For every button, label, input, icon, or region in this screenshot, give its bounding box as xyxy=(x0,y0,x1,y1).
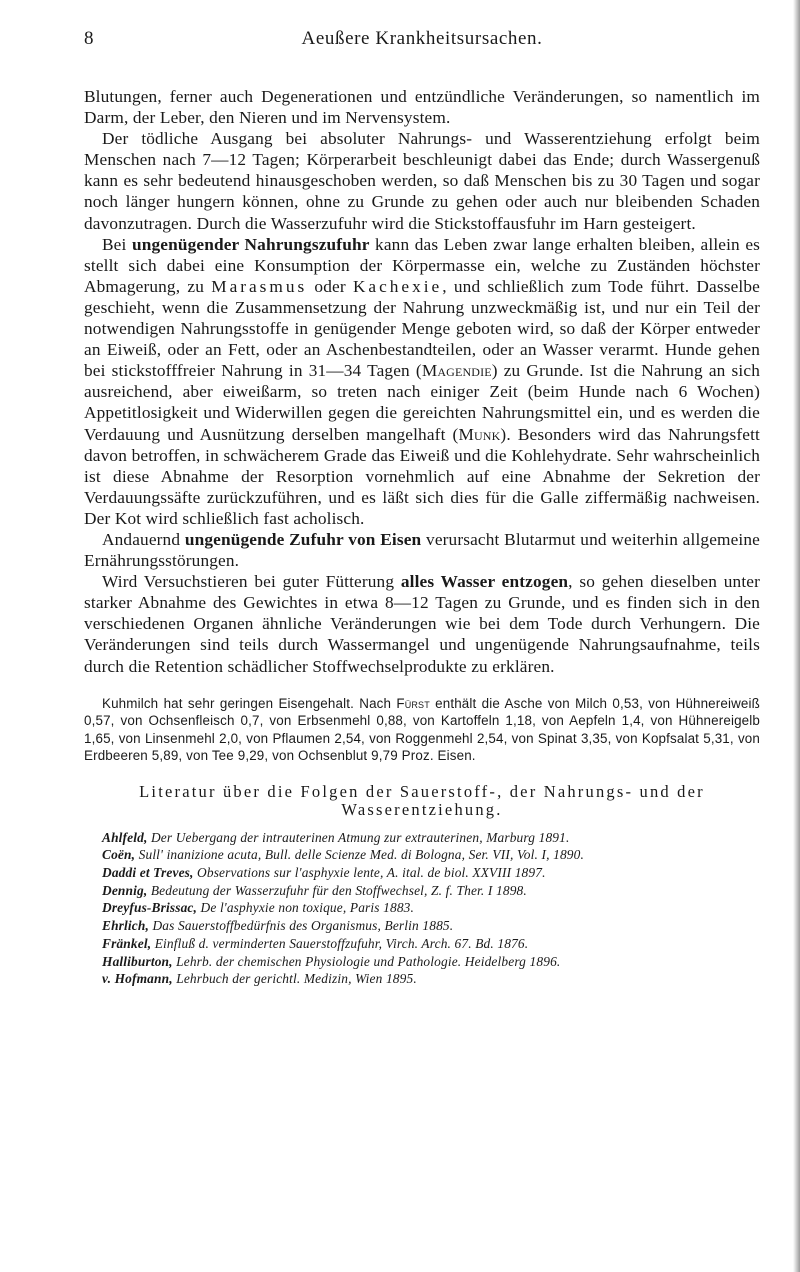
bold-term-wasser: alles Wasser entzogen xyxy=(400,572,569,592)
reference-author: Ahlfeld, xyxy=(102,829,148,845)
paragraph-3-text: oder xyxy=(307,276,353,296)
reference-author: Coën, xyxy=(102,847,136,863)
paragraph-3-text: ) zu Grunde. Ist die Nahrung an sich ausreichend, aber eiweißarm, so treten nach einiger Zeit (beim Hunde nach 6 Wochen) Appetitlosigkeit und Widerwillen gegen die gereichten Nahrungsmittel ein, und es werden die Verdauung und Ausnützung derselben mangelhaft ( xyxy=(84,361,760,444)
main-text xyxy=(84,86,760,988)
reference-text: De l'asphyxie non toxique, Paris 1883. xyxy=(197,900,415,916)
spaced-term-kachexie: Kachexie xyxy=(352,276,443,296)
reference-list xyxy=(84,829,760,988)
author-name-magendie: Magendie xyxy=(421,361,492,381)
paragraph-3-text: kann das Leben zwar lange erhalten bleiben, allein es stellt sich dabei eine Konsumption der Körpermasse ein, welche zu Zuständen höchster Abmagerung, zu xyxy=(84,234,761,296)
reference-text: Das Sauerstoffbedürfnis des Organismus, Berlin 1885. xyxy=(148,918,454,934)
iron-content-note xyxy=(84,695,760,765)
reference-text: Einfluß d. verminderten Sauerstoffzufuhr, Virch. Arch. 67. Bd. 1876. xyxy=(151,935,529,951)
reference-item xyxy=(84,829,760,847)
paragraph-4-text: verursacht Blutarmut und weiterhin allgemeine Ernährungsstörungen. xyxy=(84,529,760,571)
spaced-term-marasmus: Marasmus xyxy=(211,276,308,296)
paragraph-5 xyxy=(84,571,760,676)
reference-text: Observations sur l'asphyxie lente, A. ital. de biol. XXVIII 1897. xyxy=(193,865,546,881)
paragraph-4-text: Andauernd xyxy=(102,529,185,549)
paragraph-3-text: Bei xyxy=(102,234,132,254)
paragraph-2: Der tödliche Ausgang bei absoluter Nahrungs- und Wasserentziehung erfolgt beim Menschen nach 7—12 Tagen; Körperarbeit beschleunigt dabei das Ende; durch Wassergenuß kann es sehr bedeutend hinausgeschoben werden, so daß Menschen bis zu 30 Tagen und sogar noch länger hungern können, ohne zu Grunde zu gehen oder auch nur bleibenden Schaden davonzutragen. Durch die Wasserzufuhr wird die Stickstoffausfuhr im Harn gesteigert. xyxy=(84,129,760,233)
paragraph-3-text: , und schließlich zum Tode führt. Dasselbe geschieht, wenn die Zusammensetzung der Nahrung unzweckmäßig ist, und nur ein Teil der notwendigen Nahrungsstoffe in genügender Menge geboten wird, so daß der Körper entweder an Eiweiß, oder an Fett, oder an Aschenbestandteilen, oder an Wasser verarmt. Hunde gehen bei stickstofffreier Nahrung in 31—34 Tagen ( xyxy=(84,276,760,381)
reference-text: Lehrbuch der gerichtl. Medizin, Wien 1895. xyxy=(172,971,417,987)
paragraph-3 xyxy=(84,234,760,529)
reference-author: Ehrlich, xyxy=(102,918,149,934)
reference-item xyxy=(84,882,760,900)
bold-term-eisen: ungenügende Zufuhr von Eisen xyxy=(184,529,422,549)
literature-heading: Literatur über die Folgen der Sauerstoff-, der Nahrungs- und der Wasserentziehung. xyxy=(139,781,705,819)
note-text: enthält die Asche von Milch 0,53, von Hühnereiweiß 0,57, von Ochsenfleisch 0,7, von Erbsenmehl 0,88, von Kartoffeln 1,18, von Aepfeln 1,4, von Hühnereigelb 1,65, von Linsenmehl 2,0, von Pflaumen 2,54, von Roggenmehl 2,54, von Spinat 3,35, von Kopfsalat 5,31, von Erdbeeren 5,89, von Tee 9,29, von Ochsenblut 9,79 Proz. Eisen. xyxy=(84,695,760,764)
reference-author: Dreyfus-Brissac, xyxy=(102,900,198,916)
reference-text: Bedeutung der Wasserzufuhr für den Stoffwechsel, Z. f. Ther. I 1898. xyxy=(147,882,527,898)
paragraph-3-text: ). Besonders wird das Nahrungsfett davon betroffen, in schwächerem Grade das Eiweiß und die Kohlehydrate. Sehr wahrscheinlich ist diese Abnahme der Resorption vornehmlich auf eine Abnahme der Sekretion der Verdauungssäfte zurückzuführen, und es läßt sich dies für die Galle ziffermäßig nachweisen. Der Kot wird schließlich fast acholisch. xyxy=(84,424,760,528)
reference-author: Dennig, xyxy=(102,882,148,898)
reference-text: Der Uebergang der intrauterinen Atmung zur extrauterinen, Marburg 1891. xyxy=(147,829,570,845)
small-print-note xyxy=(84,695,760,765)
page-number: 8 xyxy=(84,28,94,49)
reference-item xyxy=(84,917,760,935)
bold-term-nahrungszufuhr: ungenügender Nahrungszufuhr xyxy=(131,234,370,254)
reference-author: Daddi et Treves, xyxy=(102,865,194,881)
running-title: Aeußere Krankheitsursachen. xyxy=(301,28,543,49)
page-edge-shadow xyxy=(793,0,800,1272)
reference-author: v. Hofmann, xyxy=(102,971,173,987)
note-text: Kuhmilch hat sehr geringen Eisengehalt. Nach xyxy=(102,695,397,711)
reference-author: Halliburton, xyxy=(102,953,173,969)
reference-text: Sull' inanizione acuta, Bull. delle Scienze Med. di Bologna, Ser. VII, Vol. I, 1890. xyxy=(135,847,584,863)
reference-item xyxy=(84,953,760,971)
paragraph-4 xyxy=(84,529,760,571)
paragraph-5-text: Wird Versuchstieren bei guter Fütterung xyxy=(102,572,401,592)
page-header xyxy=(84,28,760,62)
paragraph-1: Blutungen, ferner auch Degenerationen und entzündliche Veränderungen, so namentlich im Darm, der Leber, den Nieren und im Nervensystem. xyxy=(84,87,760,128)
author-name-fuerst: Fürst xyxy=(396,695,430,711)
reference-author: Fränkel, xyxy=(102,935,152,951)
reference-item xyxy=(84,899,760,917)
paragraph-5-text: , so gehen dieselben unter starker Abnahme des Gewichtes in etwa 8—12 Tagen zu Grunde, und es finden sich in den verschiedenen Organen ähnliche Veränderungen wie bei dem Tode durch Verhungern. Die Veränderungen sind teils durch Wassermangel und ungenügende Nahrungsaufnahme, teils durch die Retention schädlicher Stoffwechselprodukte zu erklären. xyxy=(84,572,760,676)
reference-item xyxy=(84,864,760,882)
reference-item xyxy=(84,846,760,864)
reference-text: Lehrb. der chemischen Physiologie und Pathologie. Heidelberg 1896. xyxy=(172,953,561,969)
author-name-munk: Munk xyxy=(458,424,501,444)
reference-item xyxy=(84,970,760,988)
reference-item xyxy=(84,935,760,953)
